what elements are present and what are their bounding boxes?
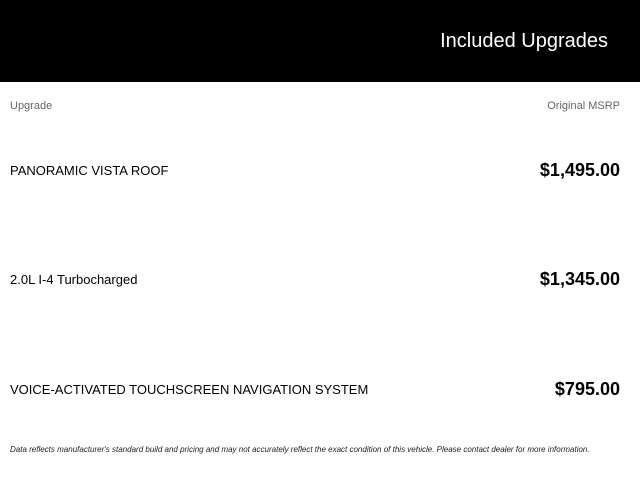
upgrade-name: 2.0L I-4 Turbocharged (10, 272, 138, 287)
upgrade-name: VOICE-ACTIVATED TOUCHSCREEN NAVIGATION SYSTEM (10, 382, 369, 397)
upgrade-row (10, 268, 620, 292)
column-header-upgrade: Upgrade (10, 100, 53, 112)
disclaimer-text: Data reflects manufacturer's standard build and pricing and may not accurately reflect the exact condition of this vehicle. Please contact dealer for more information. (10, 445, 590, 454)
upgrade-price: $1,495.00 (539, 160, 620, 180)
column-header-msrp: Original MSRP (547, 100, 620, 112)
header-bar (0, 0, 640, 82)
upgrade-row (10, 378, 620, 402)
upgrade-price: $795.00 (554, 379, 620, 399)
upgrade-name: PANORAMIC VISTA ROOF (10, 163, 169, 178)
upgrade-price: $1,345.00 (539, 269, 620, 289)
page-title: Included Upgrades (440, 30, 608, 52)
upgrade-row (10, 159, 620, 183)
